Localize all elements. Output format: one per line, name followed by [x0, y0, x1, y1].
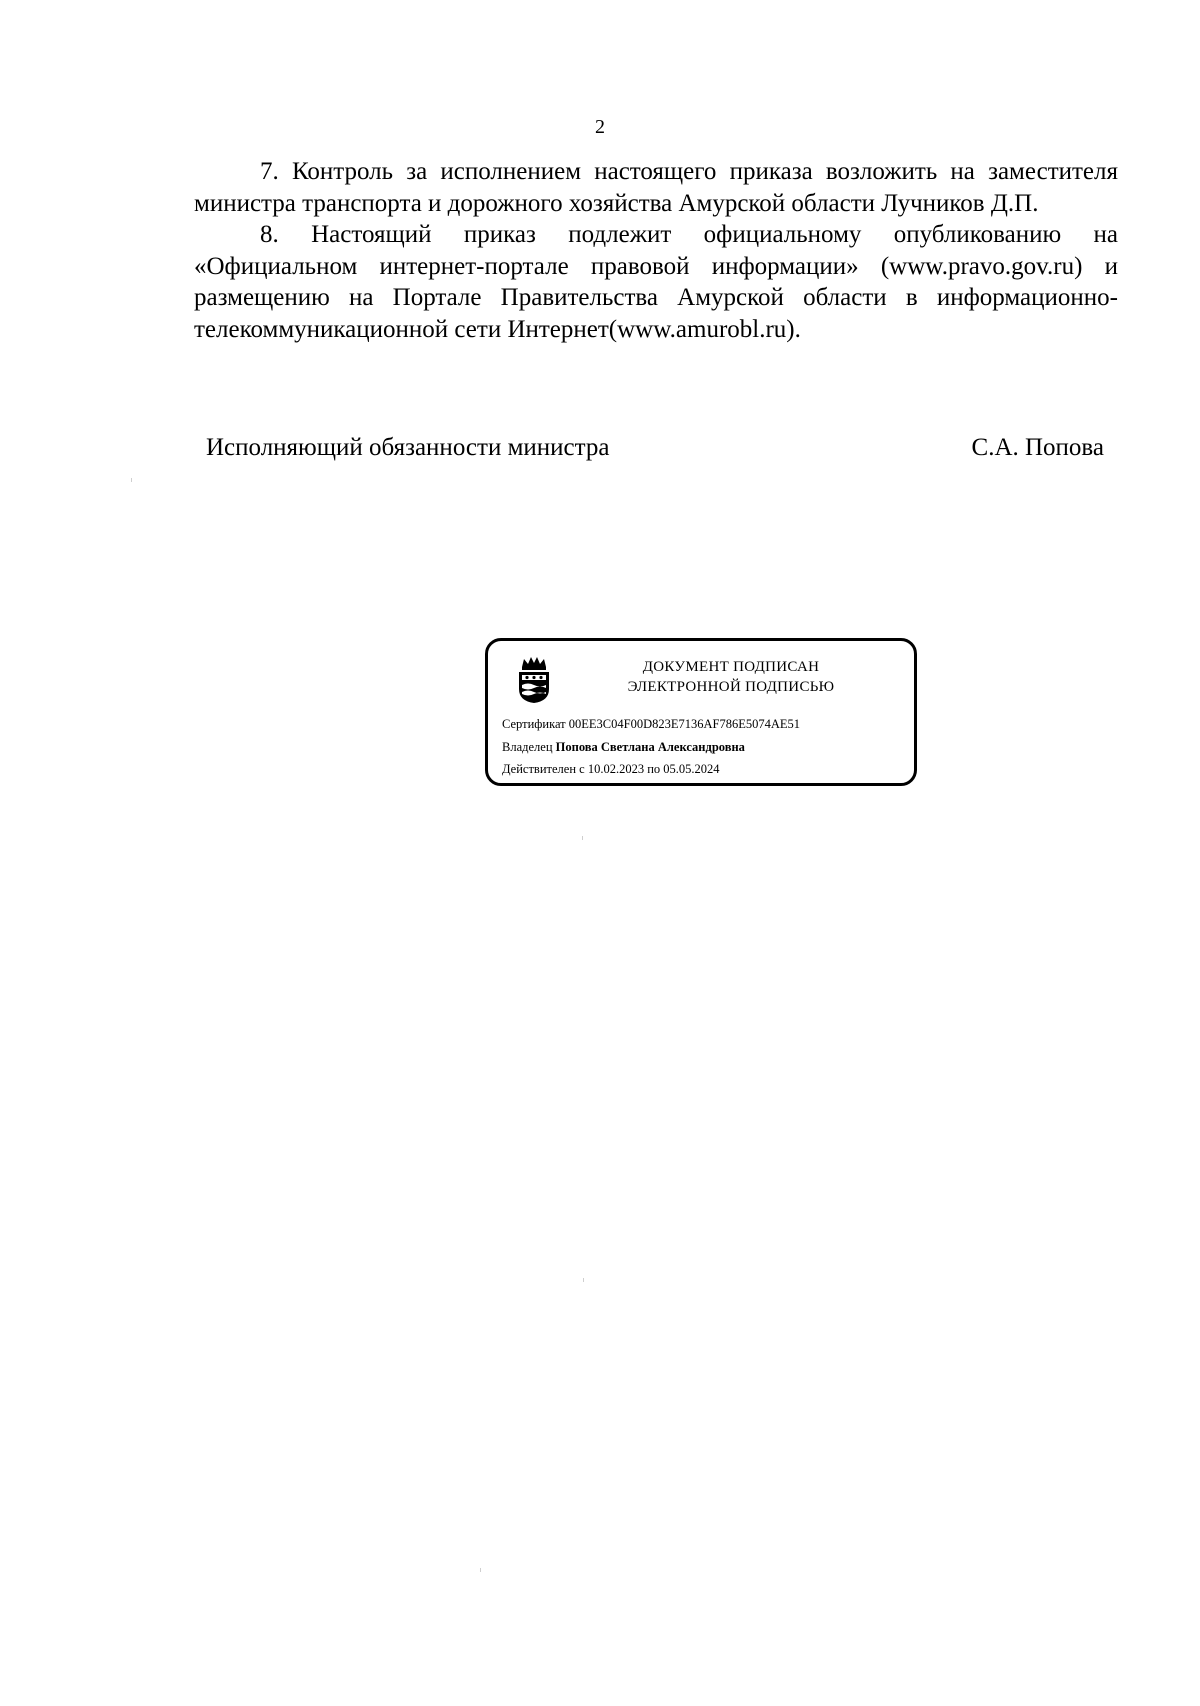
scan-artifact — [480, 1568, 481, 1572]
stamp-certificate-line — [502, 717, 800, 732]
coat-of-arms-icon — [514, 655, 554, 705]
signatory-title: Исполняющий обязанности министра — [206, 434, 610, 461]
paragraph-8: 8. Настоящий приказ подлежит официальному опубликованию на «Официальном интернет-портале правовой информации» (www.pravo.gov.ru) и размещению на Портале Правительства Амурской области в информационно-телекоммуникационной сети Интернет(www.amurobl.ru). — [194, 221, 1118, 343]
stamp-heading-line-2: ЭЛЕКТРОННОЙ ПОДПИСЬЮ — [627, 679, 835, 695]
stamp-heading — [578, 657, 884, 697]
stamp-owner-line — [502, 740, 745, 755]
scan-artifact — [583, 1278, 584, 1282]
owner-value: Попова Светлана Александровна — [555, 740, 745, 754]
certificate-value: 00EE3C04F00D823E7136AF786E5074AE51 — [568, 717, 801, 731]
valid-label: Действителен — [502, 762, 577, 776]
valid-from-date: 10.02.2023 — [587, 762, 645, 776]
stamp-heading-line-1: ДОКУМЕНТ ПОДПИСАН — [642, 659, 820, 675]
page-number: 2 — [595, 116, 605, 138]
certificate-label: Сертификат — [502, 717, 566, 731]
valid-from-prefix: с — [579, 762, 585, 776]
owner-label: Владелец — [502, 740, 553, 754]
valid-to-date: 05.05.2024 — [663, 762, 720, 776]
scan-artifact — [131, 478, 132, 482]
paragraph-7: 7. Контроль за исполнением настоящего приказа возложить на заместителя министра транспорта и дорожного хозяйства Амурской области Лучников Д.П. — [194, 158, 1118, 217]
stamp-validity-line — [502, 762, 720, 777]
electronic-signature-stamp — [485, 638, 917, 786]
scan-artifact — [582, 836, 583, 840]
signatory-name: С.А. Попова — [971, 434, 1104, 461]
order-body — [194, 156, 1118, 345]
valid-to-prefix: по — [647, 762, 661, 776]
